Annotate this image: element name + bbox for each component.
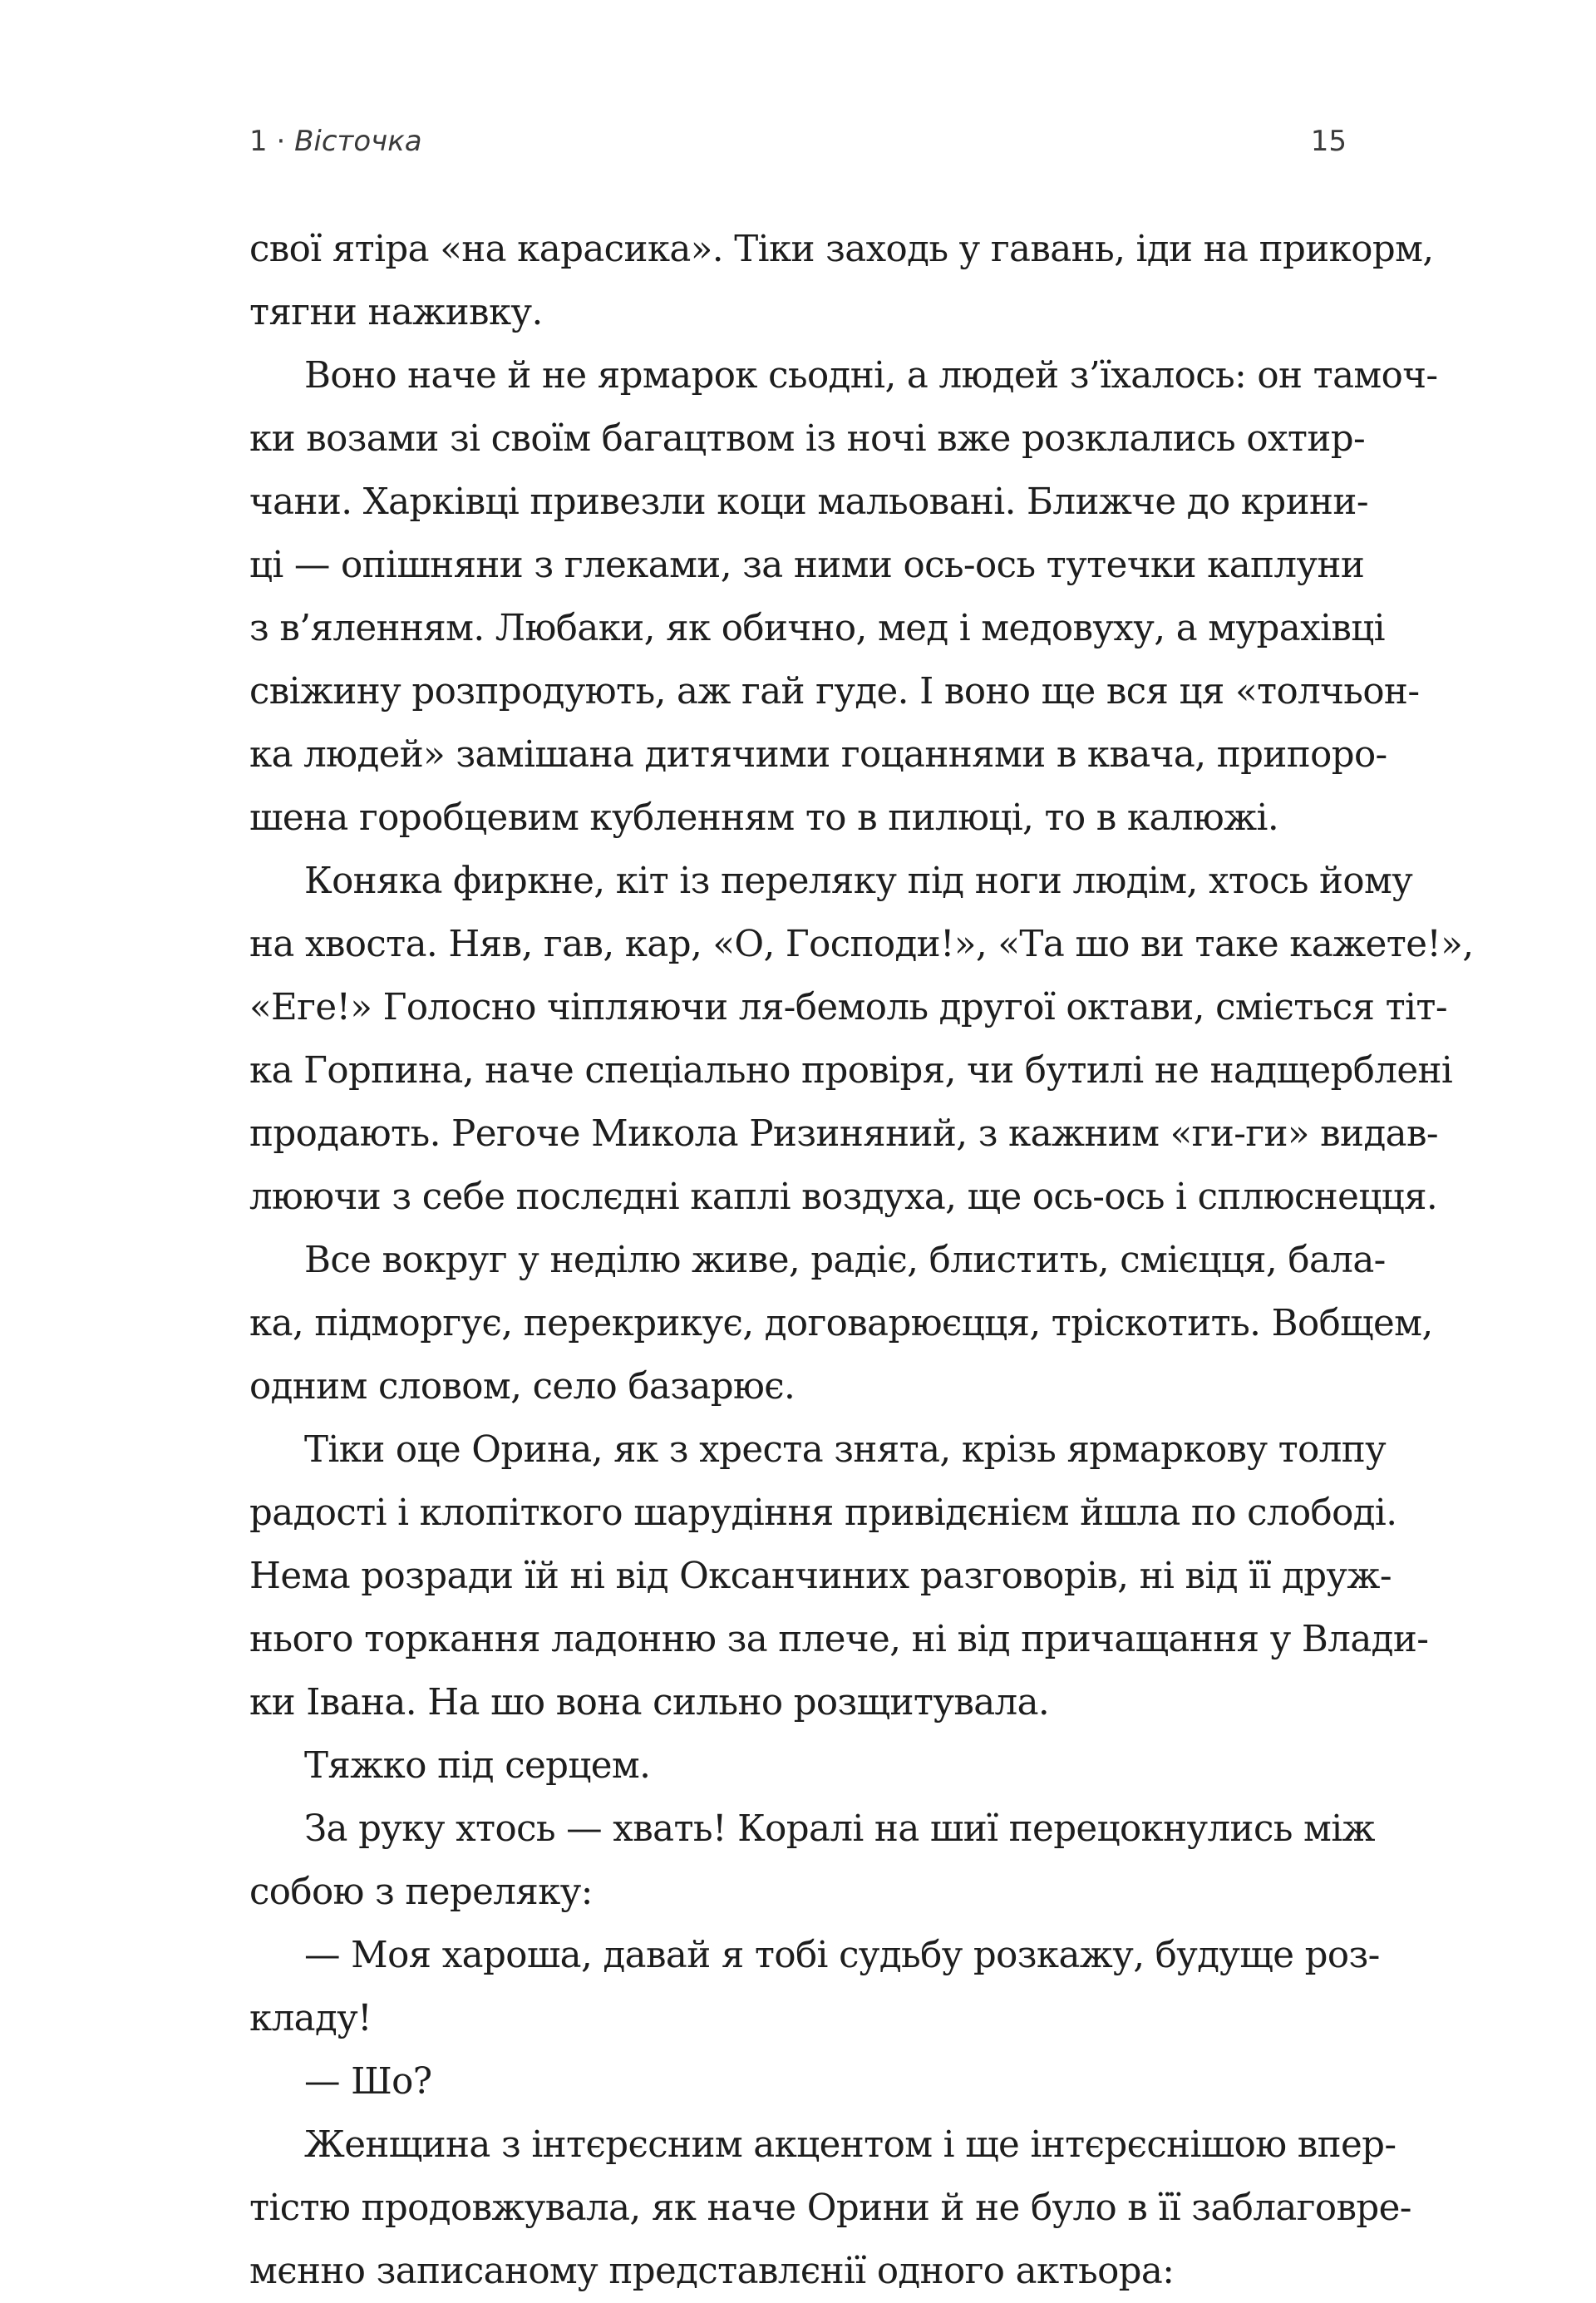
text-line: чани. Харківці привезли коци мальовані. Ближче до крини- xyxy=(249,481,1368,523)
text-line: мєнно записаному представлєнії одного актьора: xyxy=(249,2251,1175,2292)
text-line: — Моя хароша, давай я тобі судьбу розкажу, будуще роз- xyxy=(304,1935,1380,1976)
text-line: Воно наче й не ярмарок сьодні, а людей з’їхалось: он тамоч- xyxy=(304,355,1438,397)
text-line: ці — опішняни з глеками, за ними ось-ось тутечки каплуни xyxy=(249,545,1365,586)
text-line: ка Горпина, наче спеціально провіря, чи бутилі не надщерблені xyxy=(249,1050,1453,1092)
text-line: люючи з себе послєдні каплі воздуха, ще ось-ось і сплюснецця. xyxy=(249,1176,1438,1218)
text-line: Тяжко під серцем. xyxy=(304,1745,651,1787)
text-line: Женщина з інтєрєсним акцентом і ще інтєрєснішою впер- xyxy=(304,2124,1396,2166)
text-line: свіжину розпродують, аж гай гуде. І воно ще вся ця «толчьон- xyxy=(249,671,1420,713)
text-line: — Шо? xyxy=(304,2061,432,2103)
text-line: ка, підморгує, перекрикує, договарюєцця, тріскотить. Вобщем, xyxy=(249,1303,1433,1344)
text-line: на хвоста. Няв, гав, кар, «О, Господи!», «Та шо ви таке кажете!», xyxy=(249,924,1474,965)
text-line: ка людей» замішана дитячими гоцаннями в квача, припоро- xyxy=(249,734,1387,776)
text-line: свої ятіра «на карасика». Тіки заходь у гавань, іди на прикорм, xyxy=(249,229,1434,270)
page-number: 15 xyxy=(1310,125,1347,158)
text-line: кладу! xyxy=(249,1998,372,2039)
text-line: з в’яленням. Любаки, як обично, мед і медовуху, а мурахівці xyxy=(249,608,1385,649)
text-line: радості і клопіткого шарудіння привідєнієм йшла по слободі. xyxy=(249,1492,1397,1534)
running-head xyxy=(249,125,1347,175)
text-line: Нема розради їй ні від Оксанчиних разговорів, ні від її друж- xyxy=(249,1556,1392,1597)
text-line: тістю продовжувала, як наче Орини й не було в її заблаговре- xyxy=(249,2187,1411,2229)
text-line: продають. Регоче Микола Ризиняний, з кажним «ги-ги» видав- xyxy=(249,1113,1438,1155)
text-line: ки возами зі своїм багацтвом із ночі вже розклались охтир- xyxy=(249,418,1366,460)
text-line: одним словом, село базарює. xyxy=(249,1366,796,1408)
heading-separator: · xyxy=(276,125,286,158)
chapter-heading xyxy=(249,125,422,158)
text-line: За руку хтось — хвать! Коралі на шиї перецокнулись між xyxy=(304,1808,1375,1850)
chapter-number: 1 xyxy=(249,125,268,158)
text-line: ки Івана. На шо вона сильно розщитувала. xyxy=(249,1682,1050,1724)
text-line: «Еге!» Голосно чіпляючи ля-бемоль другої октави, сміється тіт- xyxy=(249,987,1447,1028)
text-line: Все вокруг у неділю живе, радіє, блистить, смієцця, бала- xyxy=(304,1240,1386,1281)
text-line: Тіки оце Орина, як з хреста знята, крізь ярмаркову толпу xyxy=(304,1429,1387,1471)
body-text xyxy=(249,218,1474,2303)
text-line: собою з переляку: xyxy=(249,1871,593,1913)
text-line: тягни наживку. xyxy=(249,292,543,333)
text-line: нього торкання ладонню за плече, ні від причащання у Влади- xyxy=(249,1619,1429,1660)
chapter-title: Вісточка xyxy=(294,125,422,158)
text-line: шена горобцевим кубленням то в пилюці, то в калюжі. xyxy=(249,797,1279,839)
text-line: Коняка фиркне, кіт із переляку під ноги людім, хтось йому xyxy=(304,861,1413,902)
